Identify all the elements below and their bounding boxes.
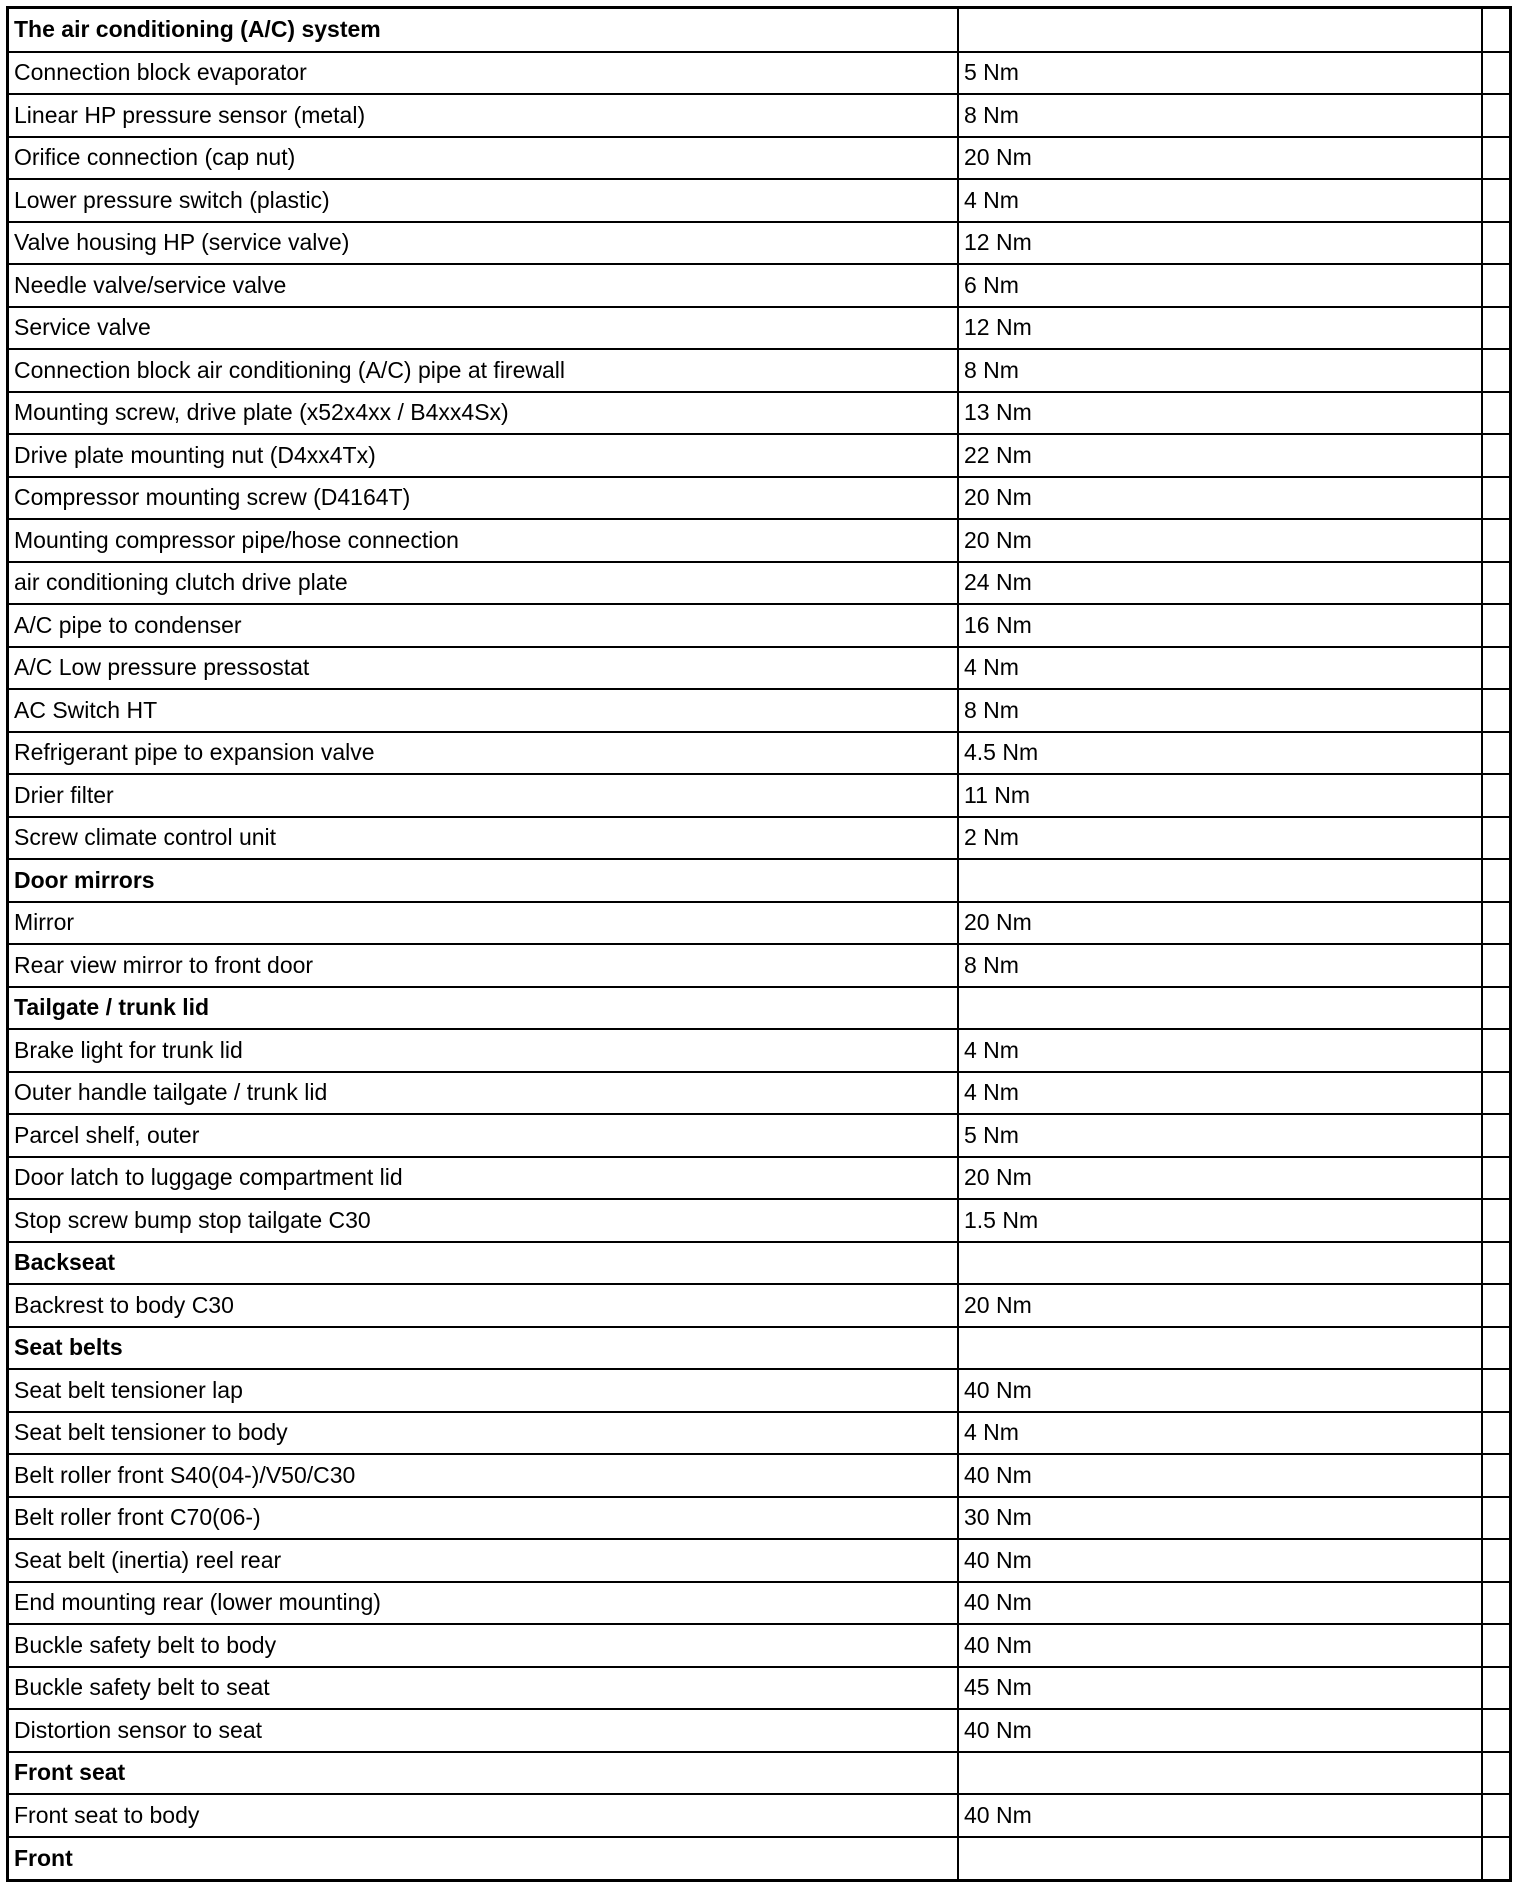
section-header-row bbox=[9, 859, 1509, 902]
component-description: Valve housing HP (service valve) bbox=[9, 222, 958, 265]
table-row bbox=[9, 137, 1509, 180]
torque-value: 8 Nm bbox=[958, 349, 1482, 392]
empty-cell bbox=[1482, 1539, 1509, 1582]
table-row bbox=[9, 1667, 1509, 1710]
component-description: Seat belt tensioner lap bbox=[9, 1369, 958, 1412]
section-title: Backseat bbox=[9, 1242, 958, 1285]
empty-cell bbox=[1482, 562, 1509, 605]
empty-cell bbox=[1482, 52, 1509, 95]
component-description: Drive plate mounting nut (D4xx4Tx) bbox=[9, 434, 958, 477]
empty-cell bbox=[1482, 1837, 1509, 1880]
empty-cell bbox=[1482, 9, 1509, 52]
table-row bbox=[9, 392, 1509, 435]
empty-cell bbox=[1482, 732, 1509, 775]
table-row bbox=[9, 1709, 1509, 1752]
component-description: Buckle safety belt to body bbox=[9, 1624, 958, 1667]
table-row bbox=[9, 222, 1509, 265]
empty-cell bbox=[1482, 817, 1509, 860]
torque-spec-sheet bbox=[6, 6, 1512, 1882]
component-description: AC Switch HT bbox=[9, 689, 958, 732]
component-description: Parcel shelf, outer bbox=[9, 1114, 958, 1157]
empty-cell bbox=[1482, 859, 1509, 902]
torque-value: 40 Nm bbox=[958, 1709, 1482, 1752]
empty-cell bbox=[1482, 1157, 1509, 1200]
component-description: End mounting rear (lower mounting) bbox=[9, 1582, 958, 1625]
component-description: Screw climate control unit bbox=[9, 817, 958, 860]
torque-value: 20 Nm bbox=[958, 1284, 1482, 1327]
torque-value bbox=[958, 9, 1482, 52]
table-row bbox=[9, 1199, 1509, 1242]
component-description: Front seat to body bbox=[9, 1794, 958, 1837]
component-description: Rear view mirror to front door bbox=[9, 944, 958, 987]
section-title: The air conditioning (A/C) system bbox=[9, 9, 958, 52]
section-title: Front seat bbox=[9, 1752, 958, 1795]
component-description: A/C pipe to condenser bbox=[9, 604, 958, 647]
torque-value bbox=[958, 1327, 1482, 1370]
torque-table-body bbox=[9, 9, 1509, 1879]
table-row bbox=[9, 1624, 1509, 1667]
component-description: Seat belt tensioner to body bbox=[9, 1412, 958, 1455]
empty-cell bbox=[1482, 1072, 1509, 1115]
table-row bbox=[9, 434, 1509, 477]
torque-value: 40 Nm bbox=[958, 1582, 1482, 1625]
table-row bbox=[9, 562, 1509, 605]
table-row bbox=[9, 1454, 1509, 1497]
torque-value: 16 Nm bbox=[958, 604, 1482, 647]
torque-value: 22 Nm bbox=[958, 434, 1482, 477]
empty-cell bbox=[1482, 1284, 1509, 1327]
torque-value bbox=[958, 859, 1482, 902]
component-description: Mounting compressor pipe/hose connection bbox=[9, 519, 958, 562]
table-row bbox=[9, 689, 1509, 732]
section-title: Tailgate / trunk lid bbox=[9, 987, 958, 1030]
section-header-row bbox=[9, 987, 1509, 1030]
component-description: Lower pressure switch (plastic) bbox=[9, 179, 958, 222]
section-title: Seat belts bbox=[9, 1327, 958, 1370]
empty-cell bbox=[1482, 1709, 1509, 1752]
torque-value: 40 Nm bbox=[958, 1624, 1482, 1667]
torque-value: 2 Nm bbox=[958, 817, 1482, 860]
empty-cell bbox=[1482, 689, 1509, 732]
torque-value: 40 Nm bbox=[958, 1369, 1482, 1412]
component-description: Linear HP pressure sensor (metal) bbox=[9, 94, 958, 137]
component-description: Compressor mounting screw (D4164T) bbox=[9, 477, 958, 520]
table-row bbox=[9, 604, 1509, 647]
torque-value: 40 Nm bbox=[958, 1539, 1482, 1582]
empty-cell bbox=[1482, 264, 1509, 307]
table-row bbox=[9, 477, 1509, 520]
torque-value: 4.5 Nm bbox=[958, 732, 1482, 775]
empty-cell bbox=[1482, 349, 1509, 392]
component-description: Orifice connection (cap nut) bbox=[9, 137, 958, 180]
torque-value: 40 Nm bbox=[958, 1454, 1482, 1497]
section-title: Front bbox=[9, 1837, 958, 1880]
empty-cell bbox=[1482, 392, 1509, 435]
table-row bbox=[9, 179, 1509, 222]
component-description: Backrest to body C30 bbox=[9, 1284, 958, 1327]
empty-cell bbox=[1482, 1242, 1509, 1285]
torque-value: 4 Nm bbox=[958, 179, 1482, 222]
torque-value: 4 Nm bbox=[958, 1072, 1482, 1115]
torque-value bbox=[958, 1837, 1482, 1880]
torque-value: 20 Nm bbox=[958, 1157, 1482, 1200]
table-row bbox=[9, 519, 1509, 562]
torque-value bbox=[958, 987, 1482, 1030]
empty-cell bbox=[1482, 179, 1509, 222]
component-description: air conditioning clutch drive plate bbox=[9, 562, 958, 605]
torque-value: 8 Nm bbox=[958, 944, 1482, 987]
table-row bbox=[9, 1582, 1509, 1625]
section-header-row bbox=[9, 1837, 1509, 1880]
table-row bbox=[9, 1157, 1509, 1200]
torque-value: 30 Nm bbox=[958, 1497, 1482, 1540]
table-row bbox=[9, 647, 1509, 690]
torque-value: 13 Nm bbox=[958, 392, 1482, 435]
table-row bbox=[9, 94, 1509, 137]
table-row bbox=[9, 1497, 1509, 1540]
empty-cell bbox=[1482, 477, 1509, 520]
table-row bbox=[9, 1539, 1509, 1582]
torque-value: 20 Nm bbox=[958, 519, 1482, 562]
torque-value: 12 Nm bbox=[958, 222, 1482, 265]
component-description: Connection block air conditioning (A/C) pipe at firewall bbox=[9, 349, 958, 392]
section-header-row bbox=[9, 1242, 1509, 1285]
component-description: Stop screw bump stop tailgate C30 bbox=[9, 1199, 958, 1242]
torque-value: 45 Nm bbox=[958, 1667, 1482, 1710]
table-row bbox=[9, 349, 1509, 392]
empty-cell bbox=[1482, 774, 1509, 817]
torque-table bbox=[9, 9, 1509, 1879]
torque-value: 24 Nm bbox=[958, 562, 1482, 605]
empty-cell bbox=[1482, 902, 1509, 945]
table-row bbox=[9, 817, 1509, 860]
component-description: Belt roller front C70(06-) bbox=[9, 1497, 958, 1540]
table-row bbox=[9, 1369, 1509, 1412]
torque-value: 4 Nm bbox=[958, 647, 1482, 690]
empty-cell bbox=[1482, 1327, 1509, 1370]
section-header-row bbox=[9, 1327, 1509, 1370]
empty-cell bbox=[1482, 1114, 1509, 1157]
torque-value: 20 Nm bbox=[958, 137, 1482, 180]
empty-cell bbox=[1482, 1794, 1509, 1837]
empty-cell bbox=[1482, 1199, 1509, 1242]
table-row bbox=[9, 902, 1509, 945]
empty-cell bbox=[1482, 94, 1509, 137]
torque-value: 20 Nm bbox=[958, 902, 1482, 945]
empty-cell bbox=[1482, 1582, 1509, 1625]
component-description: Mirror bbox=[9, 902, 958, 945]
component-description: Buckle safety belt to seat bbox=[9, 1667, 958, 1710]
empty-cell bbox=[1482, 604, 1509, 647]
empty-cell bbox=[1482, 137, 1509, 180]
torque-value bbox=[958, 1242, 1482, 1285]
empty-cell bbox=[1482, 647, 1509, 690]
empty-cell bbox=[1482, 1369, 1509, 1412]
empty-cell bbox=[1482, 1667, 1509, 1710]
torque-value: 11 Nm bbox=[958, 774, 1482, 817]
component-description: Needle valve/service valve bbox=[9, 264, 958, 307]
section-title: Door mirrors bbox=[9, 859, 958, 902]
torque-value: 1.5 Nm bbox=[958, 1199, 1482, 1242]
component-description: Brake light for trunk lid bbox=[9, 1029, 958, 1072]
component-description: Distortion sensor to seat bbox=[9, 1709, 958, 1752]
component-description: Refrigerant pipe to expansion valve bbox=[9, 732, 958, 775]
table-row bbox=[9, 1794, 1509, 1837]
table-row bbox=[9, 1029, 1509, 1072]
component-description: Drier filter bbox=[9, 774, 958, 817]
torque-value: 5 Nm bbox=[958, 1114, 1482, 1157]
component-description: Mounting screw, drive plate (x52x4xx / B4xx4Sx) bbox=[9, 392, 958, 435]
table-row bbox=[9, 1072, 1509, 1115]
empty-cell bbox=[1482, 1029, 1509, 1072]
component-description: Connection block evaporator bbox=[9, 52, 958, 95]
table-row bbox=[9, 264, 1509, 307]
empty-cell bbox=[1482, 434, 1509, 477]
component-description: A/C Low pressure pressostat bbox=[9, 647, 958, 690]
torque-value: 20 Nm bbox=[958, 477, 1482, 520]
empty-cell bbox=[1482, 222, 1509, 265]
component-description: Seat belt (inertia) reel rear bbox=[9, 1539, 958, 1582]
empty-cell bbox=[1482, 307, 1509, 350]
torque-value: 4 Nm bbox=[958, 1029, 1482, 1072]
empty-cell bbox=[1482, 987, 1509, 1030]
torque-value: 40 Nm bbox=[958, 1794, 1482, 1837]
section-header-row bbox=[9, 1752, 1509, 1795]
torque-value: 8 Nm bbox=[958, 689, 1482, 732]
table-row bbox=[9, 774, 1509, 817]
torque-value: 8 Nm bbox=[958, 94, 1482, 137]
component-description: Door latch to luggage compartment lid bbox=[9, 1157, 958, 1200]
torque-value: 5 Nm bbox=[958, 52, 1482, 95]
table-row bbox=[9, 732, 1509, 775]
torque-value: 6 Nm bbox=[958, 264, 1482, 307]
table-row bbox=[9, 944, 1509, 987]
component-description: Belt roller front S40(04-)/V50/C30 bbox=[9, 1454, 958, 1497]
section-header-row bbox=[9, 9, 1509, 52]
table-row bbox=[9, 1284, 1509, 1327]
empty-cell bbox=[1482, 944, 1509, 987]
torque-value bbox=[958, 1752, 1482, 1795]
table-row bbox=[9, 1114, 1509, 1157]
table-row bbox=[9, 307, 1509, 350]
empty-cell bbox=[1482, 519, 1509, 562]
table-row bbox=[9, 52, 1509, 95]
table-row bbox=[9, 1412, 1509, 1455]
empty-cell bbox=[1482, 1624, 1509, 1667]
empty-cell bbox=[1482, 1454, 1509, 1497]
component-description: Service valve bbox=[9, 307, 958, 350]
torque-value: 12 Nm bbox=[958, 307, 1482, 350]
torque-value: 4 Nm bbox=[958, 1412, 1482, 1455]
empty-cell bbox=[1482, 1497, 1509, 1540]
component-description: Outer handle tailgate / trunk lid bbox=[9, 1072, 958, 1115]
empty-cell bbox=[1482, 1752, 1509, 1795]
empty-cell bbox=[1482, 1412, 1509, 1455]
